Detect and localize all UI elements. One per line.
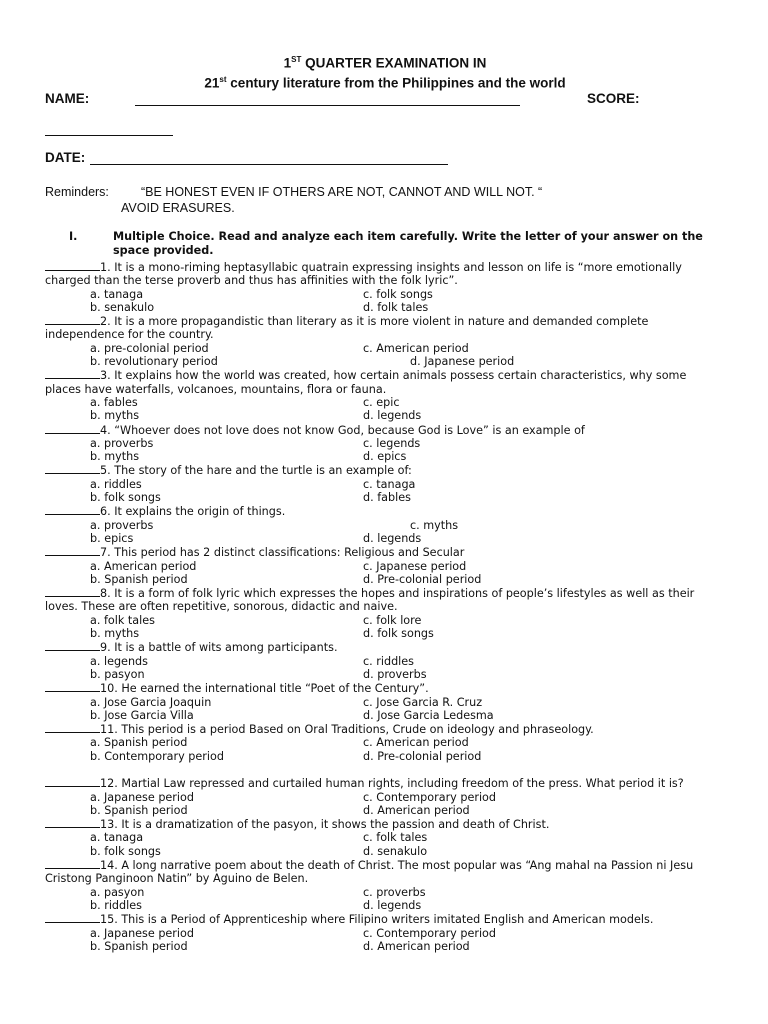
score-label: SCORE: xyxy=(587,91,640,106)
options-row xyxy=(45,355,725,368)
option-choice: a. fables xyxy=(90,395,138,409)
option-choice: d. proverbs xyxy=(363,667,427,681)
answer-blank[interactable] xyxy=(45,640,100,651)
answer-blank[interactable] xyxy=(45,368,100,379)
question-text xyxy=(45,545,725,559)
option-choice: d. senakulo xyxy=(363,844,428,858)
option-choice: c. American period xyxy=(363,341,469,355)
options-row xyxy=(45,927,725,940)
spacer xyxy=(45,763,725,776)
answer-blank[interactable] xyxy=(45,423,100,434)
options-row xyxy=(45,437,725,450)
question-prompt: 8. It is a form of folk lyric which expresses the hopes and inspirations of people’s lifestyles as well as their loves. These are often repetitive, sonorous, didactic and naive. xyxy=(45,587,695,614)
options-row xyxy=(45,519,725,532)
option-choice: c. American period xyxy=(363,736,469,750)
options-row xyxy=(45,736,725,749)
options-row xyxy=(45,532,725,545)
option-choice: a. folk tales xyxy=(90,613,155,627)
option-choice: b. Spanish period xyxy=(90,572,188,586)
question-text xyxy=(45,817,725,831)
reminders xyxy=(45,184,725,220)
answer-blank[interactable] xyxy=(45,912,100,923)
option-choice: c. Japanese period xyxy=(363,559,467,573)
question-text xyxy=(45,260,725,288)
option-choice: c. epic xyxy=(363,395,400,409)
question-prompt: 15. This is a Period of Apprenticeship where Filipino writers imitated English and American models. xyxy=(100,913,654,927)
options-row xyxy=(45,614,725,627)
options-row xyxy=(45,478,725,491)
question-prompt: 5. The story of the hare and the turtle is an example of: xyxy=(100,464,412,478)
question-text xyxy=(45,681,725,695)
option-choice: c. legends xyxy=(363,436,421,450)
question-item xyxy=(45,504,725,545)
score-field[interactable] xyxy=(45,117,173,136)
options-row xyxy=(45,560,725,573)
option-choice: a. proverbs xyxy=(90,518,154,532)
question-item xyxy=(45,722,725,763)
option-choice: d. American period xyxy=(363,939,470,953)
question-prompt: 11. This period is a period Based on Oral Traditions, Crude on ideology and phraseology. xyxy=(100,723,594,737)
options-row xyxy=(45,940,725,953)
question-prompt: 12. Martial Law repressed and curtailed human rights, including freedom of the press. What period it is? xyxy=(100,777,684,791)
options-row xyxy=(45,750,725,763)
option-choice: c. tanaga xyxy=(363,477,416,491)
options-row xyxy=(45,491,725,504)
options-row xyxy=(45,450,725,463)
question-list xyxy=(45,260,725,953)
option-choice: a. Japanese period xyxy=(90,926,194,940)
option-choice: b. epics xyxy=(90,531,134,545)
name-label: NAME: xyxy=(45,91,90,106)
question-item xyxy=(45,640,725,681)
answer-blank[interactable] xyxy=(45,858,100,869)
exam-page xyxy=(45,52,725,953)
option-choice: b. senakulo xyxy=(90,300,155,314)
option-choice: a. Spanish period xyxy=(90,736,188,750)
option-choice: b. folk songs xyxy=(90,844,161,858)
question-item xyxy=(45,858,725,912)
date-row xyxy=(45,150,725,168)
answer-blank[interactable] xyxy=(45,681,100,692)
question-text xyxy=(45,640,725,654)
question-prompt: 2. It is a more propagandistic than literary as it is more violent in nature and demanded complete independence for the country. xyxy=(45,315,649,342)
option-choice: d. folk songs xyxy=(363,627,434,641)
option-choice: d. legends xyxy=(363,409,422,423)
option-choice: a. riddles xyxy=(90,477,142,491)
options-row xyxy=(45,573,725,586)
question-prompt: 3. It explains how the world was created, how certain animals possess certain characteristics, why some places have waterfalls, volcanoes, mountains, flora or fauna. xyxy=(45,369,687,396)
option-choice: a. tanaga xyxy=(90,287,144,301)
question-prompt: 7. This period has 2 distinct classifications: Religious and Secular xyxy=(100,546,465,560)
question-text xyxy=(45,314,725,342)
question-item xyxy=(45,681,725,722)
option-choice: b. Contemporary period xyxy=(90,749,224,763)
option-choice: b. myths xyxy=(90,627,140,641)
option-choice: b. revolutionary period xyxy=(90,355,218,369)
answer-blank[interactable] xyxy=(45,776,100,787)
option-choice: c. folk lore xyxy=(363,613,422,627)
option-choice: a. pasyon xyxy=(90,885,145,899)
option-choice: a. American period xyxy=(90,559,197,573)
question-text xyxy=(45,423,725,437)
option-choice: b. folk songs xyxy=(90,491,161,505)
option-choice: b. pasyon xyxy=(90,667,145,681)
question-item xyxy=(45,776,725,817)
option-choice: d. folk tales xyxy=(363,300,429,314)
options-row xyxy=(45,409,725,422)
question-text xyxy=(45,368,725,396)
option-choice: a. pre-colonial period xyxy=(90,341,209,355)
options-row xyxy=(45,899,725,912)
option-choice: c. Jose Garcia R. Cruz xyxy=(363,695,483,709)
option-choice: d. Pre-colonial period xyxy=(363,749,482,763)
option-choice: d. fables xyxy=(363,491,411,505)
option-choice: c. folk songs xyxy=(363,287,433,301)
question-prompt: 10. He earned the international title “Poet of the Century”. xyxy=(100,682,429,696)
option-choice: a. Japanese period xyxy=(90,790,194,804)
option-choice: b. Spanish period xyxy=(90,803,188,817)
answer-blank[interactable] xyxy=(45,545,100,556)
option-choice: b. Spanish period xyxy=(90,939,188,953)
options-row xyxy=(45,396,725,409)
option-choice: b. myths xyxy=(90,450,140,464)
date-field[interactable] xyxy=(90,150,448,165)
option-choice: b. myths xyxy=(90,409,140,423)
answer-blank[interactable] xyxy=(45,504,100,515)
options-row xyxy=(45,696,725,709)
options-row xyxy=(45,709,725,722)
question-prompt: 14. A long narrative poem about the death of Christ. The most popular was “Ang mahal na Passion ni Jesu Cristong Panginoon Natin” by Aguino de Belen. xyxy=(45,859,694,886)
question-item xyxy=(45,586,725,640)
answer-blank[interactable] xyxy=(45,463,100,474)
question-item xyxy=(45,545,725,586)
option-choice: c. riddles xyxy=(363,654,414,668)
options-row xyxy=(45,831,725,844)
question-item xyxy=(45,912,725,953)
option-choice: c. Contemporary period xyxy=(363,926,496,940)
question-item xyxy=(45,423,725,464)
question-text xyxy=(45,463,725,477)
answer-blank[interactable] xyxy=(45,722,100,733)
options-row xyxy=(45,342,725,355)
question-item xyxy=(45,260,725,314)
options-row xyxy=(45,804,725,817)
question-item xyxy=(45,463,725,504)
question-prompt: 9. It is a battle of wits among participants. xyxy=(100,641,338,655)
question-item xyxy=(45,314,725,368)
option-choice: d. legends xyxy=(363,898,422,912)
option-choice: c. proverbs xyxy=(363,885,426,899)
question-item xyxy=(45,368,725,422)
option-choice: d. Jose Garcia Ledesma xyxy=(363,708,494,722)
options-row xyxy=(45,791,725,804)
options-row xyxy=(45,668,725,681)
exam-subtitle: 21st century literature from the Philippines and the world xyxy=(204,74,566,90)
reminder-honesty: “BE HONEST EVEN IF OTHERS ARE NOT, CANNOT AND WILL NOT. “ xyxy=(141,185,543,199)
section-heading xyxy=(45,230,725,260)
question-text xyxy=(45,912,725,926)
question-text xyxy=(45,586,725,614)
options-row xyxy=(45,627,725,640)
question-prompt: 4. “Whoever does not love does not know God, because God is Love” is an example of xyxy=(100,423,585,437)
question-prompt: 6. It explains the origin of things. xyxy=(100,505,286,519)
reminders-label: Reminders: xyxy=(45,185,109,199)
option-choice: c. myths xyxy=(410,518,459,532)
option-choice: d. American period xyxy=(363,803,470,817)
date-label: DATE: xyxy=(45,150,86,165)
option-choice: a. tanaga xyxy=(90,831,144,845)
option-choice: d. epics xyxy=(363,450,407,464)
name-row xyxy=(45,91,725,109)
answer-blank[interactable] xyxy=(45,260,100,271)
options-row xyxy=(45,288,725,301)
options-row xyxy=(45,655,725,668)
options-row xyxy=(45,886,725,899)
option-choice: c. folk tales xyxy=(363,831,428,845)
option-choice: d. legends xyxy=(363,531,422,545)
question-text xyxy=(45,858,725,886)
question-item xyxy=(45,817,725,858)
option-choice: d. Japanese period xyxy=(410,355,515,369)
option-choice: d. Pre-colonial period xyxy=(363,572,482,586)
answer-blank[interactable] xyxy=(45,586,100,597)
question-prompt: 1. It is a mono-riming heptasyllabic quatrain expressing insights and lesson on life is “more emotionally charged than the terse proverb and thus has affinities with the folk lyric”. xyxy=(45,261,682,288)
option-choice: a. legends xyxy=(90,654,148,668)
option-choice: b. riddles xyxy=(90,898,142,912)
reminder-erasures: AVOID ERASURES. xyxy=(121,201,235,215)
option-choice: a. proverbs xyxy=(90,436,154,450)
section-instruction: Multiple Choice. Read and analyze each item carefully. Write the letter of your answer on the space provided. xyxy=(113,230,703,257)
question-text xyxy=(45,776,725,790)
question-prompt: 13. It is a dramatization of the pasyon, it shows the passion and death of Christ. xyxy=(100,818,550,832)
option-choice: c. Contemporary period xyxy=(363,790,496,804)
option-choice: b. Jose Garcia Villa xyxy=(90,708,194,722)
question-text xyxy=(45,504,725,518)
options-row xyxy=(45,301,725,314)
name-field[interactable] xyxy=(135,91,520,106)
exam-title: 1ST QUARTER EXAMINATION IN xyxy=(283,55,487,71)
section-number: I. xyxy=(69,230,78,243)
question-text xyxy=(45,722,725,736)
options-row xyxy=(45,845,725,858)
answer-blank[interactable] xyxy=(45,314,100,325)
answer-blank[interactable] xyxy=(45,817,100,828)
option-choice: a. Jose Garcia Joaquin xyxy=(90,695,212,709)
